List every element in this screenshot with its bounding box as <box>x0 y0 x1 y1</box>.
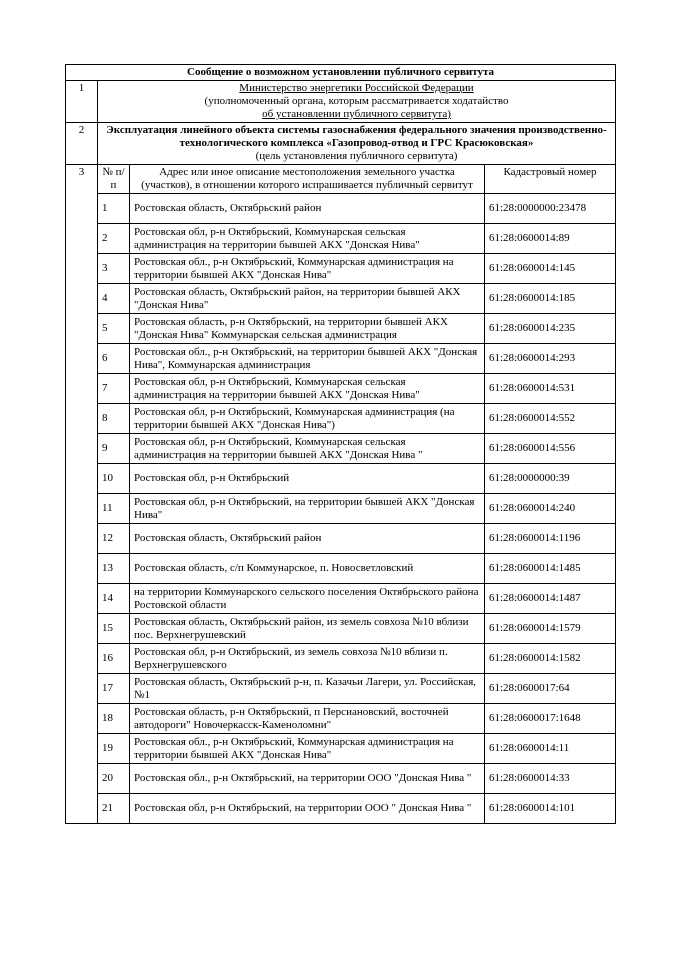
column-header-cadastral: Кадастровый номер <box>485 165 616 194</box>
parcel-address: Ростовская обл., р-н Октябрьский, на территории ООО "Донская Нива " <box>130 764 485 794</box>
parcel-row <box>66 794 616 824</box>
parcel-index: 5 <box>98 314 130 344</box>
parcel-address: Ростовская обл., р-н Октябрьский, Коммунарская администрация на территории бывшей АКХ "Донская Нива" <box>130 734 485 764</box>
parcel-address: Ростовская область, Октябрьский район, на территории бывшей АКХ "Донская Нива" <box>130 284 485 314</box>
document-title: Сообщение о возможном установлении публичного сервитута <box>66 65 616 81</box>
parcel-address: Ростовская область, Октябрьский р-н, п. Казачьи Лагери, ул. Российская, №1 <box>130 674 485 704</box>
section-1-row <box>66 81 616 123</box>
parcel-cadastral-number: 61:28:0600014:1579 <box>485 614 616 644</box>
parcel-cadastral-number: 61:28:0600014:1485 <box>485 554 616 584</box>
parcel-cadastral-number: 61:28:0000000:39 <box>485 464 616 494</box>
parcel-row <box>66 404 616 434</box>
parcel-row <box>66 344 616 374</box>
parcel-row <box>66 434 616 464</box>
parcel-cadastral-number: 61:28:0600017:1648 <box>485 704 616 734</box>
column-header-index: № п/п <box>98 165 130 194</box>
parcel-row <box>66 374 616 404</box>
parcel-address: Ростовская область, р-н Октябрьский, на территории бывшей АКХ "Донская Нива" Коммунарская сельская администрация <box>130 314 485 344</box>
parcel-cadastral-number: 61:28:0600014:235 <box>485 314 616 344</box>
parcel-row <box>66 644 616 674</box>
authority-note-line2: об установлении публичного сервитута) <box>262 108 451 120</box>
parcel-address: Ростовская область, Октябрьский район <box>130 524 485 554</box>
parcel-index: 10 <box>98 464 130 494</box>
parcel-address: Ростовская обл, р-н Октябрьский, на территории ООО " Донская Нива " <box>130 794 485 824</box>
authority-note-line1: (уполномоченный органа, которым рассматривается ходатайство <box>204 95 509 107</box>
parcel-index: 9 <box>98 434 130 464</box>
parcel-row <box>66 194 616 224</box>
parcel-index: 17 <box>98 674 130 704</box>
parcel-address: Ростовская обл., р-н Октябрьский, Коммунарская администрация на территории бывшей АКХ "Донская Нива" <box>130 254 485 284</box>
parcel-index: 2 <box>98 224 130 254</box>
parcel-address: Ростовская обл, р-н Октябрьский, Коммунарская администрация (на территории бывшей АКХ "Донская Нива") <box>130 404 485 434</box>
parcel-row <box>66 704 616 734</box>
parcel-index: 13 <box>98 554 130 584</box>
parcel-index: 11 <box>98 494 130 524</box>
parcel-cadastral-number: 61:28:0600014:11 <box>485 734 616 764</box>
parcel-row <box>66 734 616 764</box>
parcel-address: Ростовская обл, р-н Октябрьский, на территории бывшей АКХ "Донская Нива" <box>130 494 485 524</box>
section-2-row <box>66 123 616 165</box>
parcel-cadastral-number: 61:28:0600017:64 <box>485 674 616 704</box>
parcel-index: 19 <box>98 734 130 764</box>
authority-name: Министерство энергетики Российской Федерации <box>239 82 474 94</box>
parcel-index: 21 <box>98 794 130 824</box>
parcel-cadastral-number: 61:28:0600014:1582 <box>485 644 616 674</box>
parcel-index: 4 <box>98 284 130 314</box>
parcel-address: Ростовская область, р-н Октябрьский, п Персиановский, восточней автодороги" Новочеркасск-Каменоломни" <box>130 704 485 734</box>
authority-cell <box>98 81 616 123</box>
parcel-cadastral-number: 61:28:0600014:1487 <box>485 584 616 614</box>
parcel-row <box>66 674 616 704</box>
parcel-cadastral-number: 61:28:0600014:89 <box>485 224 616 254</box>
section-number: 1 <box>66 81 98 123</box>
parcel-index: 7 <box>98 374 130 404</box>
parcel-cadastral-number: 61:28:0600014:101 <box>485 794 616 824</box>
parcel-row <box>66 254 616 284</box>
parcel-cadastral-number: 61:28:0600014:1196 <box>485 524 616 554</box>
parcel-row <box>66 224 616 254</box>
parcel-index: 20 <box>98 764 130 794</box>
parcel-row <box>66 614 616 644</box>
parcel-row <box>66 584 616 614</box>
parcel-index: 18 <box>98 704 130 734</box>
parcel-cadastral-number: 61:28:0600014:145 <box>485 254 616 284</box>
parcel-address: Ростовская обл, р-н Октябрьский, Коммунарская сельская администрация на территории бывшей АКХ "Донская Нива" <box>130 224 485 254</box>
parcel-row <box>66 494 616 524</box>
parcel-cadastral-number: 61:28:0600014:556 <box>485 434 616 464</box>
parcel-index: 12 <box>98 524 130 554</box>
parcel-row <box>66 764 616 794</box>
purpose-text: Эксплуатация линейного объекта системы газоснабжения федерального значения производственно-технологического комплекса «Газопровод-отвод и ГРС Красюковская» <box>106 124 607 149</box>
column-header-address: Адрес или иное описание местоположения земельного участка (участков), в отношении которого испрашивается публичный сервитут <box>130 165 485 194</box>
parcel-address: Ростовская область, с/п Коммунарское, п. Новосветловский <box>130 554 485 584</box>
parcel-cadastral-number: 61:28:0600014:293 <box>485 344 616 374</box>
parcel-address: Ростовская область, Октябрьский район, из земель совхоза №10 вблизи пос. Верхнегрушевский <box>130 614 485 644</box>
servitude-notice-table <box>65 64 616 824</box>
purpose-note: (цель установления публичного сервитута) <box>255 150 458 162</box>
parcel-address: на территории Коммунарского сельского поселения Октябрьского района Ростовской области <box>130 584 485 614</box>
section-number: 3 <box>66 165 98 824</box>
parcel-cadastral-number: 61:28:0600014:552 <box>485 404 616 434</box>
parcel-address: Ростовская область, Октябрьский район <box>130 194 485 224</box>
parcel-index: 15 <box>98 614 130 644</box>
parcel-index: 1 <box>98 194 130 224</box>
parcel-cadastral-number: 61:28:0000000:23478 <box>485 194 616 224</box>
section-number: 2 <box>66 123 98 165</box>
parcel-row <box>66 284 616 314</box>
parcel-address: Ростовская обл, р-н Октябрьский, Коммунарская сельская администрация на территории бывшей АКХ "Донская Нива " <box>130 434 485 464</box>
title-row <box>66 65 616 81</box>
parcel-cadastral-number: 61:28:0600014:240 <box>485 494 616 524</box>
parcel-cadastral-number: 61:28:0600014:185 <box>485 284 616 314</box>
parcel-address: Ростовская обл, р-н Октябрьский, Коммунарская сельская администрация на территории бывшей АКХ "Донская Нива" <box>130 374 485 404</box>
parcel-index: 14 <box>98 584 130 614</box>
parcel-row <box>66 554 616 584</box>
purpose-cell <box>98 123 616 165</box>
parcel-address: Ростовская обл, р-н Октябрьский <box>130 464 485 494</box>
parcel-row <box>66 464 616 494</box>
parcel-cadastral-number: 61:28:0600014:531 <box>485 374 616 404</box>
parcel-address: Ростовская обл., р-н Октябрьский, на территории бывшей АКХ "Донская Нива", Коммунарская администрация <box>130 344 485 374</box>
parcel-index: 8 <box>98 404 130 434</box>
parcel-row <box>66 524 616 554</box>
parcel-index: 3 <box>98 254 130 284</box>
parcel-index: 6 <box>98 344 130 374</box>
parcel-cadastral-number: 61:28:0600014:33 <box>485 764 616 794</box>
parcel-index: 16 <box>98 644 130 674</box>
section-3-header-row <box>66 165 616 194</box>
parcel-row <box>66 314 616 344</box>
parcel-address: Ростовская обл, р-н Октябрьский, из земель совхоза №10 вблизи п. Верхнегрушевского <box>130 644 485 674</box>
